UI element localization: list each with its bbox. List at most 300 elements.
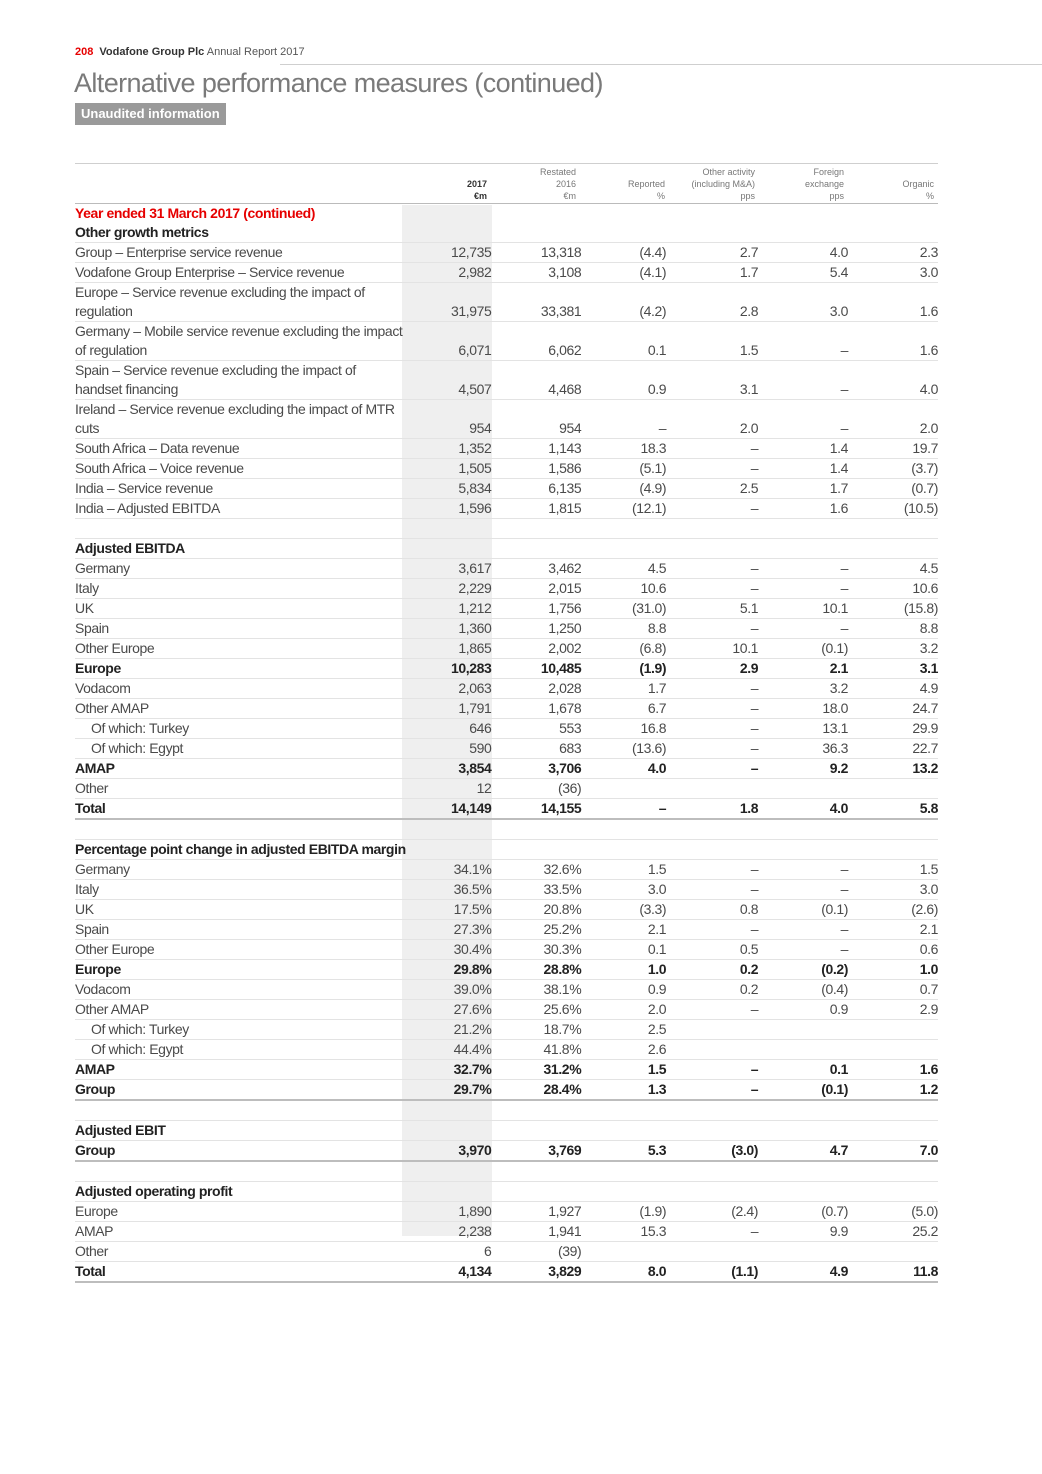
row-value: 2.0 [848,400,938,439]
row-value: (2.6) [848,900,938,920]
row-value [758,819,848,840]
row-value: 32.7% [405,1060,496,1080]
row-value: 1,791 [405,699,496,719]
row-value: 1.7 [758,479,848,499]
row-value: 2,015 [496,579,581,599]
row-value: 20.8% [496,900,581,920]
row-value: 3.0 [758,283,848,322]
row-value [666,779,758,799]
row-value: 3,462 [496,559,581,579]
row-value: 4.0 [758,799,848,820]
table-row [75,1242,938,1262]
row-value: 3.2 [848,639,938,659]
row-label: Germany [75,559,405,579]
row-value: (3.0) [666,1141,758,1162]
row-value [848,779,938,799]
row-value: – [758,619,848,639]
row-value: 646 [405,719,496,739]
row-value: 4,507 [405,361,496,400]
row-value: (31.0) [581,599,666,619]
row-value: 7.0 [848,1141,938,1162]
row-value: 5.4 [758,263,848,283]
row-value: 1.7 [581,679,666,699]
row-value: 2,238 [405,1222,496,1242]
row-value: 0.7 [848,980,938,1000]
row-value: 1,865 [405,639,496,659]
row-value: 24.7 [848,699,938,719]
row-value: 15.3 [581,1222,666,1242]
row-value: (39) [496,1242,581,1262]
row-value: 2.1 [758,659,848,679]
table-row [75,960,938,980]
row-value: (1.1) [666,1262,758,1283]
row-label: AMAP [75,759,405,779]
table-row [75,619,938,639]
row-value: – [758,940,848,960]
row-value [848,223,938,243]
row-value: 12,735 [405,243,496,263]
row-value [666,204,758,223]
row-value: 9.9 [758,1222,848,1242]
row-value [666,1121,758,1141]
row-value [666,1242,758,1262]
col-header-2016: Restated 2016 €m [539,167,576,201]
row-value: 41.8% [496,1040,581,1060]
row-value: 5,834 [405,479,496,499]
row-value [405,223,496,243]
row-value: – [666,1222,758,1242]
row-value: 2,229 [405,579,496,599]
row-value: 29.9 [848,719,938,739]
table-row [75,1182,938,1202]
table-row [75,243,938,263]
row-value: (0.4) [758,980,848,1000]
row-value: 4.7 [758,1141,848,1162]
row-label: Italy [75,880,405,900]
table-row [75,1202,938,1222]
row-label: Europe [75,659,405,679]
col-header-other-activity: Other activity (including M&A) pps [691,167,755,201]
row-label: Other [75,1242,405,1262]
table-row [75,283,938,322]
row-value: 1,941 [496,1222,581,1242]
row-value: 5.8 [848,799,938,820]
row-label: Of which: Egypt [75,1040,405,1060]
table-row [75,223,938,243]
row-value: – [666,759,758,779]
row-value: 954 [496,400,581,439]
row-value [496,819,581,840]
row-value: 0.8 [666,900,758,920]
row-value [758,779,848,799]
table-row [75,799,938,820]
row-value: 1,890 [405,1202,496,1222]
row-value: – [666,459,758,479]
row-value: – [758,860,848,880]
row-value: 2.1 [848,920,938,940]
row-value: 5.3 [581,1141,666,1162]
row-label: AMAP [75,1222,405,1242]
row-value: 27.3% [405,920,496,940]
row-value: 1,250 [496,619,581,639]
row-value: 3,970 [405,1141,496,1162]
row-value: 1,927 [496,1202,581,1222]
row-value: (4.9) [581,479,666,499]
row-value: 0.5 [666,940,758,960]
row-value [758,539,848,559]
row-value: 21.2% [405,1020,496,1040]
row-value: – [758,920,848,940]
row-value: 22.7 [848,739,938,759]
table-row [75,1262,938,1283]
page-number: 208 [75,46,94,58]
row-label: India – Adjusted EBITDA [75,499,405,519]
row-value: (13.6) [581,739,666,759]
row-label: UK [75,900,405,920]
row-value: 31.2% [496,1060,581,1080]
row-value: 1,756 [496,599,581,619]
row-value [848,1020,938,1040]
row-value: – [666,920,758,940]
row-label: Spain [75,920,405,940]
row-value: 3.0 [848,880,938,900]
row-label: Other AMAP [75,1000,405,1020]
row-label: Total [75,1262,405,1283]
row-value: – [758,322,848,361]
row-value: 2.7 [666,243,758,263]
row-value: 1.5 [848,860,938,880]
table-row [75,1141,938,1162]
row-value [758,840,848,860]
table-row [75,579,938,599]
row-value: 33.5% [496,880,581,900]
row-value [848,539,938,559]
row-value [581,1161,666,1182]
row-value [581,539,666,559]
row-value: – [666,499,758,519]
row-value: – [666,880,758,900]
row-label: Germany [75,860,405,880]
row-value: 6,062 [496,322,581,361]
row-value: 2.0 [581,1000,666,1020]
row-value: 3,617 [405,559,496,579]
row-value: – [666,860,758,880]
row-value: – [666,1000,758,1020]
row-value: 19.7 [848,439,938,459]
table-row [75,840,938,860]
row-label: Other [75,779,405,799]
row-value: 1,352 [405,439,496,459]
row-value: 2.5 [581,1020,666,1040]
row-value: 1.0 [848,960,938,980]
row-label [75,819,405,840]
row-value: 0.1 [581,940,666,960]
row-value: (3.7) [848,459,938,479]
row-label: Other Europe [75,639,405,659]
table-top-rule [75,163,938,164]
row-value: (0.1) [758,639,848,659]
row-value: – [666,739,758,759]
row-label: Percentage point change in adjusted EBITDA margin [75,840,405,860]
row-value: 1.2 [848,1080,938,1101]
row-value: 3.1 [666,361,758,400]
row-value: 2.0 [666,400,758,439]
row-value [666,1161,758,1182]
row-label: Total [75,799,405,820]
table-row [75,559,938,579]
table-row [75,819,938,840]
report-name: Annual Report 2017 [206,46,305,58]
row-value: (0.7) [758,1202,848,1222]
col-header-foreign-exchange: Foreign exchange pps [804,167,844,201]
row-value: (0.1) [758,1080,848,1101]
row-value: 30.4% [405,940,496,960]
row-value [848,1121,938,1141]
row-value: – [581,799,666,820]
row-value: 33,381 [496,283,581,322]
table-row [75,980,938,1000]
row-value [758,1020,848,1040]
row-value: 8.0 [581,1262,666,1283]
table-row [75,361,938,400]
row-value [666,840,758,860]
row-label: Ireland – Service revenue excluding the impact of MTR cuts [75,400,405,439]
row-value [581,779,666,799]
row-value: 2,063 [405,679,496,699]
row-value: 2.1 [581,920,666,940]
row-value: – [758,559,848,579]
row-value [848,840,938,860]
row-value [405,1161,496,1182]
row-value: 4.0 [848,361,938,400]
page-title: Alternative performance measures (continued) [74,68,603,98]
row-value [758,1121,848,1141]
row-value: 683 [496,739,581,759]
col-header-2017: 2017 €m [466,179,487,201]
row-value: 18.3 [581,439,666,459]
row-value: 27.6% [405,1000,496,1020]
row-value: 3,108 [496,263,581,283]
row-value [496,1121,581,1141]
row-value: 1.6 [758,499,848,519]
row-value: 14,155 [496,799,581,820]
row-value [848,1040,938,1060]
row-value: 1.0 [581,960,666,980]
row-value [496,204,581,223]
row-value: 10.6 [581,579,666,599]
table-row [75,263,938,283]
row-value: 3.0 [848,263,938,283]
row-label: Spain [75,619,405,639]
row-value: 3.0 [581,880,666,900]
row-label: Group – Enterprise service revenue [75,243,405,263]
row-value: 954 [405,400,496,439]
row-value [848,519,938,539]
row-value [581,519,666,539]
row-label: UK [75,599,405,619]
row-value: 10.1 [758,599,848,619]
row-value: 1.5 [666,322,758,361]
row-value [758,1100,848,1121]
row-value: 28.8% [496,960,581,980]
row-value: 2.5 [666,479,758,499]
row-label: Adjusted EBIT [75,1121,405,1141]
row-value: 1,678 [496,699,581,719]
row-value: 1,212 [405,599,496,619]
row-label: Europe [75,960,405,980]
row-value [666,1020,758,1040]
row-value: 16.8 [581,719,666,739]
row-value: 36.5% [405,880,496,900]
row-value: 1.6 [848,283,938,322]
row-value: 25.2% [496,920,581,940]
row-label [75,1161,405,1182]
row-value [758,1161,848,1182]
row-value [496,539,581,559]
row-value [496,1161,581,1182]
row-value: 2.3 [848,243,938,263]
row-value: 12 [405,779,496,799]
row-value: 5.1 [666,599,758,619]
row-value: 4.9 [758,1262,848,1283]
table-row [75,479,938,499]
row-label: Germany – Mobile service revenue excluding the impact of regulation [75,322,405,361]
row-value: 0.9 [758,1000,848,1020]
row-value: 4.5 [848,559,938,579]
row-value: – [666,579,758,599]
row-value: 36.3 [758,739,848,759]
performance-measures-table [75,204,938,1283]
row-value: 14,149 [405,799,496,820]
row-value: (4.1) [581,263,666,283]
row-value: 1.6 [848,322,938,361]
row-value: 3,829 [496,1262,581,1283]
row-value: 1.3 [581,1080,666,1101]
row-value [581,1242,666,1262]
row-value [758,1242,848,1262]
table-row [75,699,938,719]
row-value: (10.5) [848,499,938,519]
row-value: 8.8 [848,619,938,639]
row-label: Group [75,1141,405,1162]
row-value: 1.5 [581,860,666,880]
table-row [75,779,938,799]
row-value: 9.2 [758,759,848,779]
row-value: 1.8 [666,799,758,820]
table-row [75,940,938,960]
row-value [666,539,758,559]
row-value: 2,028 [496,679,581,699]
row-value [758,519,848,539]
row-value [405,840,496,860]
row-value: 3.2 [758,679,848,699]
row-value: 31,975 [405,283,496,322]
row-value [848,819,938,840]
table-row [75,439,938,459]
row-value: 25.6% [496,1000,581,1020]
row-value: 0.2 [666,960,758,980]
row-value: 4,134 [405,1262,496,1283]
row-value [581,1121,666,1141]
row-label: Adjusted operating profit [75,1182,405,1202]
row-value [848,1182,938,1202]
row-value [758,204,848,223]
row-value: 0.9 [581,361,666,400]
row-value: 1,143 [496,439,581,459]
row-value [581,1182,666,1202]
row-value: 13.2 [848,759,938,779]
row-value: (5.0) [848,1202,938,1222]
row-value: – [758,579,848,599]
row-value [848,1242,938,1262]
row-value [496,519,581,539]
row-value: – [581,400,666,439]
row-label: Of which: Egypt [75,739,405,759]
row-value [758,1040,848,1060]
table-row [75,900,938,920]
row-value: – [758,400,848,439]
header-rule [280,64,1042,65]
row-value: (5.1) [581,459,666,479]
row-label: South Africa – Data revenue [75,439,405,459]
table-row [75,519,938,539]
row-label: Group [75,1080,405,1101]
row-value: 1,505 [405,459,496,479]
row-value: 6 [405,1242,496,1262]
row-value [666,519,758,539]
row-value: 2.9 [666,659,758,679]
row-value [848,204,938,223]
row-value: 0.1 [581,322,666,361]
row-value: 32.6% [496,860,581,880]
row-value [581,1100,666,1121]
row-value: (3.3) [581,900,666,920]
row-value: 17.5% [405,900,496,920]
table-row [75,322,938,361]
row-value: 2.8 [666,283,758,322]
row-value: 10.1 [666,639,758,659]
row-value: 4.9 [848,679,938,699]
row-value: 44.4% [405,1040,496,1060]
row-label: Europe – Service revenue excluding the impact of regulation [75,283,405,322]
row-value [405,1121,496,1141]
table-row [75,499,938,519]
row-value: 0.1 [758,1060,848,1080]
row-label: India – Service revenue [75,479,405,499]
row-value: – [666,719,758,739]
row-value: 6,071 [405,322,496,361]
table-row [75,1060,938,1080]
row-value: – [666,559,758,579]
row-value [848,1161,938,1182]
row-value: 3,854 [405,759,496,779]
row-value [666,223,758,243]
table-row [75,1080,938,1101]
row-label: Adjusted EBITDA [75,539,405,559]
unaudited-badge: Unaudited information [75,103,226,125]
row-value: (2.4) [666,1202,758,1222]
table-row [75,739,938,759]
row-value: 2.6 [581,1040,666,1060]
row-value: (0.2) [758,960,848,980]
col-header-reported: Reported % [627,179,665,201]
row-value [581,819,666,840]
row-value [496,840,581,860]
table-row [75,1020,938,1040]
row-value [581,204,666,223]
row-value: 10,485 [496,659,581,679]
table-row [75,539,938,559]
